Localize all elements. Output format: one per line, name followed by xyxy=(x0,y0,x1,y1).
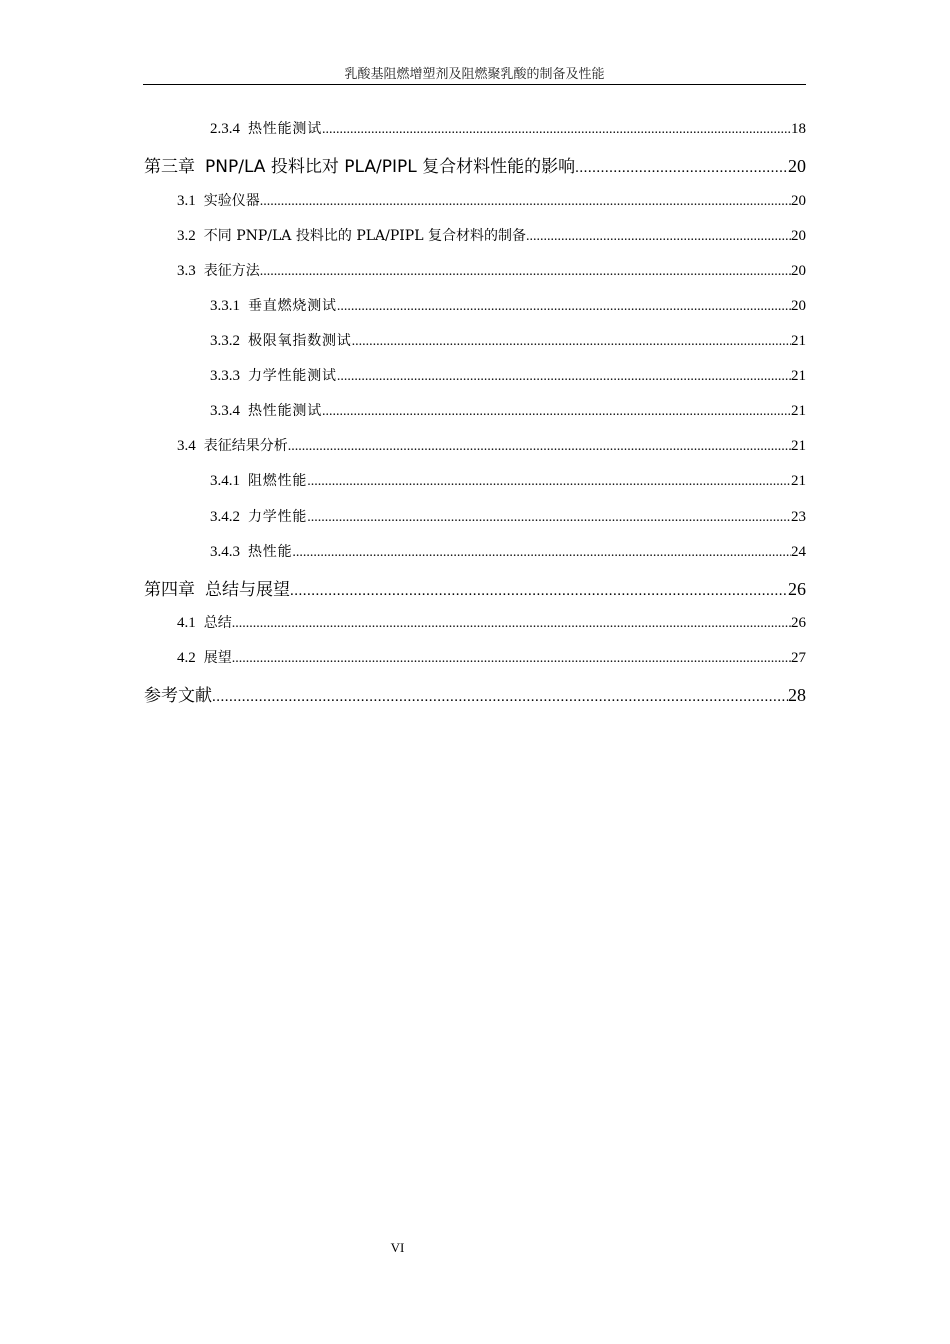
toc-entry-page: 21 xyxy=(791,403,806,419)
toc-entry-2-3-4[interactable] xyxy=(143,118,806,138)
toc-entry-number: 3.3.2 xyxy=(210,333,240,349)
toc-entry-number: 2.3.4 xyxy=(210,121,240,137)
toc-entry-title: 热性能测试 xyxy=(248,121,322,137)
toc-entry-page: 20 xyxy=(791,263,806,279)
toc-entry-number: 4.2 xyxy=(177,650,196,666)
toc-entry-number: 3.3.1 xyxy=(210,298,240,314)
toc-entry-title: PNP/LA 投料比对 PLA/PIPL 复合材料性能的影响 xyxy=(205,157,576,177)
dot-leader xyxy=(526,229,791,245)
toc-entry-page: 21 xyxy=(791,333,806,349)
toc-entry-page: 18 xyxy=(791,121,806,137)
toc-entry-3-4-2[interactable] xyxy=(143,506,806,526)
toc-entry-title: 不同 PNP/LA 投料比的 PLA/PIPL 复合材料的制备 xyxy=(203,228,526,244)
toc-entry-3-3[interactable] xyxy=(143,260,806,280)
toc-entry-number: 3.4.3 xyxy=(210,544,240,560)
toc-entry-page: 20 xyxy=(791,298,806,314)
toc-entry-page: 20 xyxy=(791,193,806,209)
running-header: 乳酸基阻燃增塑剂及阻燃聚乳酸的制备及性能 xyxy=(344,67,605,82)
toc-entry-page: 21 xyxy=(791,473,806,489)
toc-entry-page: 20 xyxy=(788,156,806,176)
toc-entry-number: 第三章 xyxy=(144,157,195,177)
dot-leader xyxy=(290,583,788,600)
toc-entry-title: 表征结果分析 xyxy=(203,438,288,454)
page-number: VI xyxy=(390,1240,405,1255)
dot-leader xyxy=(292,545,791,561)
toc-entry-page: 26 xyxy=(788,579,806,599)
toc-entry-title: 表征方法 xyxy=(203,263,260,279)
toc-entry-3-1[interactable] xyxy=(143,190,806,210)
dot-leader xyxy=(307,474,791,490)
toc-entry-title: 力学性能测试 xyxy=(248,368,337,384)
toc-entry-page: 21 xyxy=(791,438,806,454)
toc-entry-title: 总结 xyxy=(203,615,232,631)
toc-entry-page: 20 xyxy=(791,228,806,244)
dot-leader xyxy=(322,404,791,420)
dot-leader xyxy=(232,651,791,667)
toc-entry-3-3-1[interactable] xyxy=(143,295,806,315)
toc-entry-3-3-4[interactable] xyxy=(143,400,806,420)
toc-entry-title: 垂直燃烧测试 xyxy=(248,298,337,314)
dot-leader xyxy=(352,334,791,350)
dot-leader xyxy=(322,122,791,138)
toc-entry-page: 21 xyxy=(791,368,806,384)
toc-entry-title: 实验仪器 xyxy=(203,193,260,209)
toc-entry-title: 热性能 xyxy=(248,544,293,560)
toc-entry-page: 23 xyxy=(791,509,806,525)
toc-entry-number: 3.4.1 xyxy=(210,473,240,489)
toc-entry-3-4-3[interactable] xyxy=(143,541,806,561)
toc-entry-title: 极限氧指数测试 xyxy=(248,333,352,349)
toc-entry-number: 3.3 xyxy=(177,263,196,279)
toc-entry-number: 4.1 xyxy=(177,615,196,631)
toc-entry-3-2[interactable] xyxy=(143,225,806,245)
toc-entry-4-1[interactable] xyxy=(143,612,806,632)
toc-entry-3-3-2[interactable] xyxy=(143,330,806,350)
dot-leader xyxy=(575,160,788,177)
dot-leader xyxy=(337,299,791,315)
dot-leader xyxy=(260,264,791,280)
toc-entry-number: 3.1 xyxy=(177,193,196,209)
toc-entry-4-2[interactable] xyxy=(143,647,806,667)
dot-leader xyxy=(288,439,791,455)
toc-entry-title: 热性能测试 xyxy=(248,403,322,419)
toc-entry-chapter-4[interactable] xyxy=(143,575,806,600)
toc-entry-number: 3.4.2 xyxy=(210,509,240,525)
toc-entry-number: 3.3.4 xyxy=(210,403,240,419)
dot-leader xyxy=(337,369,791,385)
toc-entry-page: 26 xyxy=(791,615,806,631)
dot-leader xyxy=(260,194,791,210)
toc-entry-number: 3.2 xyxy=(177,228,196,244)
toc-entry-title: 参考文献 xyxy=(144,686,212,706)
header-rule xyxy=(143,84,806,85)
dot-leader xyxy=(307,510,791,526)
toc-entry-title: 展望 xyxy=(203,650,232,666)
toc-entry-references[interactable] xyxy=(143,681,806,706)
toc-entry-page: 28 xyxy=(788,685,806,705)
toc-entry-title: 阻燃性能 xyxy=(248,473,308,489)
toc-entry-page: 24 xyxy=(791,544,806,560)
toc-entry-page: 27 xyxy=(791,650,806,666)
toc-entry-3-4[interactable] xyxy=(143,435,806,455)
toc-entry-title: 总结与展望 xyxy=(205,580,290,600)
toc-entry-number: 第四章 xyxy=(144,580,195,600)
toc-entry-number: 3.3.3 xyxy=(210,368,240,384)
toc-entry-3-3-3[interactable] xyxy=(143,365,806,385)
dot-leader xyxy=(232,616,791,632)
toc-entry-title: 力学性能 xyxy=(248,509,308,525)
toc-entry-3-4-1[interactable] xyxy=(143,470,806,490)
dot-leader xyxy=(212,689,788,706)
toc-entry-chapter-3[interactable] xyxy=(143,152,806,177)
toc-entry-number: 3.4 xyxy=(177,438,196,454)
